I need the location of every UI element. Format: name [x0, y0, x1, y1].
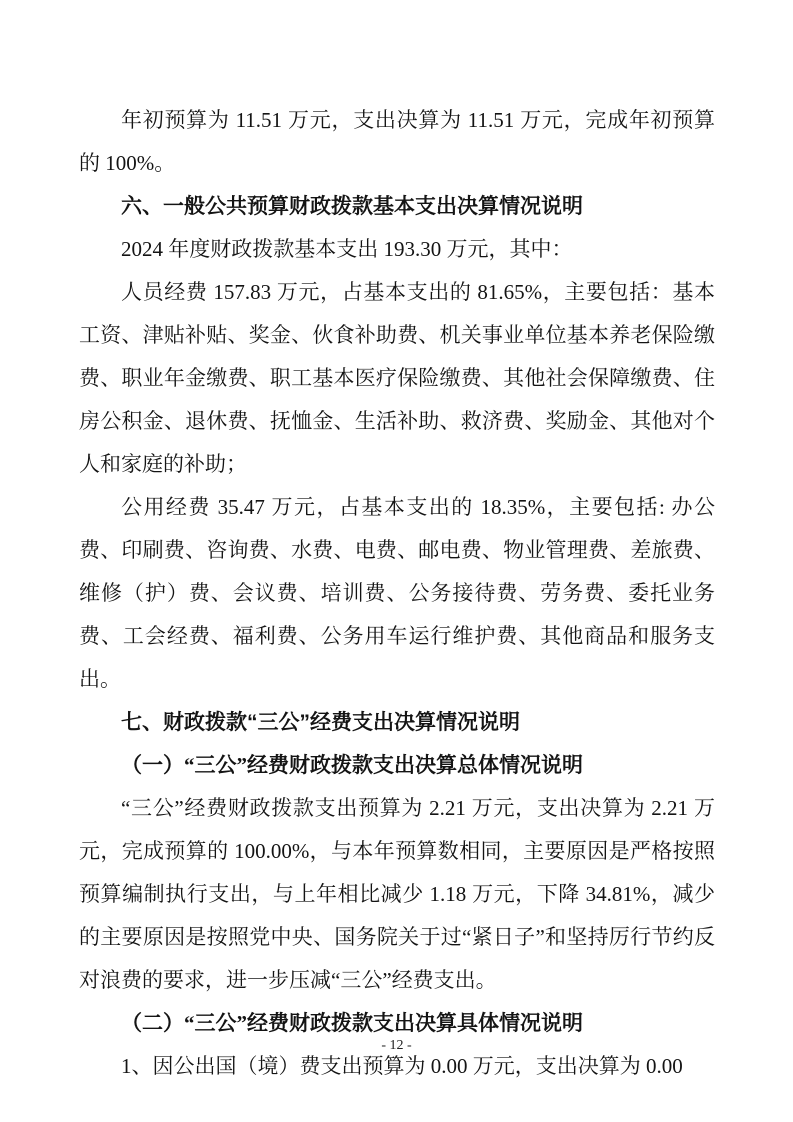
- paragraph-overseas-travel-expense: 1、因公出国（境）费支出预算为 0.00 万元，支出决算为 0.00: [121, 1054, 683, 1078]
- subheading-1-overall-situation: （一）“三公”经费财政拨款支出决算总体情况说明: [121, 753, 583, 777]
- paragraph-2024-basic-expenditure-total: 2024 年度财政拨款基本支出 193.30 万元，其中：: [121, 237, 573, 261]
- heading-section-6-basic-expenditure: 六、一般公共预算财政拨款基本支出决算情况说明: [121, 195, 583, 218]
- paragraph-annual-budget-completion: 年初预算为 11.51 万元，支出决算为 11.51 万元，完成年初预算的 100%。: [79, 108, 715, 175]
- paragraph-public-expenses: 公用经费 35.47 万元，占基本支出的 18.35%，主要包括: 办公费、印刷费、咨询费、水费、电费、邮电费、物业管理费、差旅费、维修（护）费、会议费、培训费、公务接待费、劳务费、委托业务费、工会经费、福利费、公务用车运行维护费、其他商品和服务支出。: [79, 495, 715, 691]
- heading-section-7-three-public-funds: 七、财政拨款“三公”经费支出决算情况说明: [121, 711, 520, 734]
- subheading-2-specific-situation: （二）“三公”经费财政拨款支出决算具体情况说明: [121, 1011, 583, 1035]
- paragraph-three-public-funds-overall: “三公”经费财政拨款支出预算为 2.21 万元，支出决算为 2.21 万元，完成预算的 100.00%，与本年预算数相同，主要原因是严格按照预算编制执行支出，与上年相比减少 1.18 万元，下降 34.81%，减少的主要原因是按照党中央、国务院关于过“紧日子”和坚持厉行节约反对浪费的要求，进一步压减“三公”经费支出。: [79, 796, 715, 992]
- paragraph-personnel-expenses: 人员经费 157.83 万元，占基本支出的 81.65%，主要包括：基本工资、津贴补贴、奖金、伙食补助费、机关事业单位基本养老保险缴费、职业年金缴费、职工基本医疗保险缴费、其他社会保障缴费、住房公积金、退休费、抚恤金、生活补助、救济费、奖励金、其他对个人和家庭的补助；: [79, 280, 715, 476]
- page-number: - 12 -: [381, 1038, 412, 1053]
- page-content: [79, 99, 715, 1088]
